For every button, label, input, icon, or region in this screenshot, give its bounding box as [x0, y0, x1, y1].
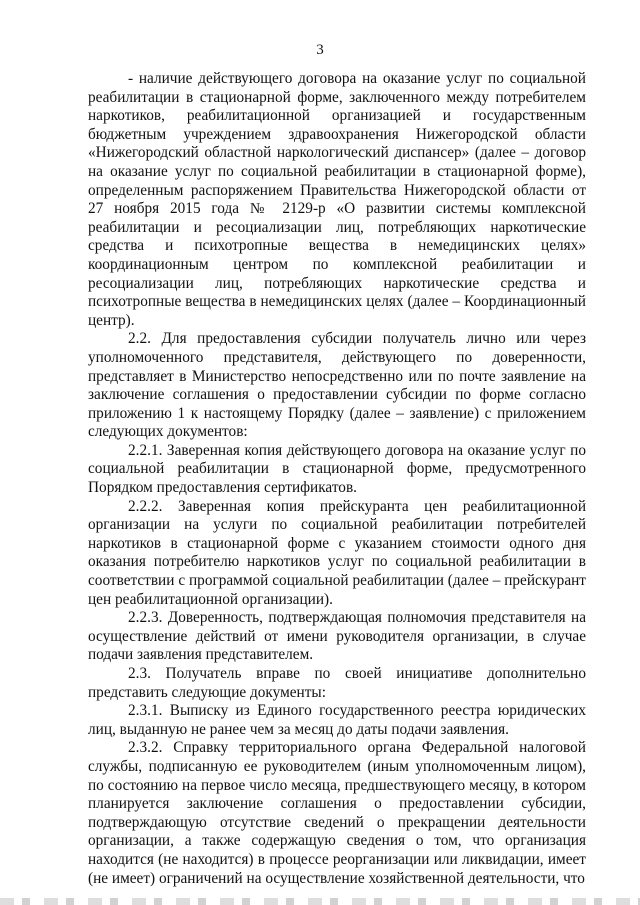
paragraph-2-3-2: 2.3.2. Справку территориального органа Федеральной налоговой службы, подписанную ее руководителем (иным уполномоченным лицом), по состоянию на первое число месяца, предшествующего месяцу, в котором планируется заключение соглашения о предоставлении субсидии, подтверждающую отсутствие сведений о прекращении деятельности организации, а также содержащую сведения о том, что организация находится (не находится) в процессе реорганизации или ликвидации, имеет (не имеет) ограничений на осуществление хозяйственной деятельности, что [88, 739, 586, 887]
document-body [88, 70, 586, 888]
paragraph-2-2-2: 2.2.2. Заверенная копия прейскуранта цен реабилитационной организации на услуги по социальной реабилитации потребителей наркотиков в стационарной форме с указанием стоимости одного дня оказания потребителю наркотиков услуг по социальной реабилитации в соответствии с программой социальной реабилитации (далее – прейскурант цен реабилитационной организации). [88, 497, 586, 608]
paragraph-2-2: 2.2. Для предоставления субсидии получатель лично или через уполномоченного представителя, действующего по доверенности, представляет в Министерство непосредственно или по почте заявление на заключение соглашения о предоставлении субсидии по форме согласно приложению 1 к настоящему Порядку (далее – заявление) с приложением следующих документов: [88, 330, 586, 441]
paragraph-2-2-1: 2.2.1. Заверенная копия действующего договора на оказание услуг по социальной реабилитации в стационарной форме, предусмотренного Порядком предоставления сертификатов. [88, 441, 586, 497]
paragraph-licence-condition: - наличие действующего договора на оказание услуг по социальной реабилитации в стационарной форме, заключенного между потребителем наркотиков, реабилитационной организацией и государственным бюджетным учреждением здравоохранения Нижегородской области «Нижегородский областной наркологический диспансер» (далее – договор на оказание услуг по социальной реабилитации в стационарной форме), определенным распоряжением Правительства Нижегородской области от 27 ноября 2015 года № 2129-р «О развитии системы комплексной реабилитации и ресоциализации лиц, потребляющих наркотические средства и психотропные вещества в немедицинских целях» координационным центром по комплексной реабилитации и ресоциализации лиц, потребляющих наркотические средства и психотропные вещества в немедицинских целях (далее – Координационный центр). [88, 70, 586, 329]
paragraph-2-3-1: 2.3.1. Выписку из Единого государственного реестра юридических лиц, выданную не ранее чем за месяц до даты подачи заявления. [88, 702, 586, 738]
paragraph-2-3: 2.3. Получатель вправе по своей инициативе дополнительно представить следующие документы: [88, 665, 586, 701]
scan-edge-artifact [0, 898, 640, 905]
paragraph-2-2-3: 2.2.3. Доверенность, подтверждающая полномочия представителя на осуществление действий от имени руководителя организации, в случае подачи заявления представителем. [88, 609, 586, 664]
page-number: 3 [316, 42, 324, 58]
